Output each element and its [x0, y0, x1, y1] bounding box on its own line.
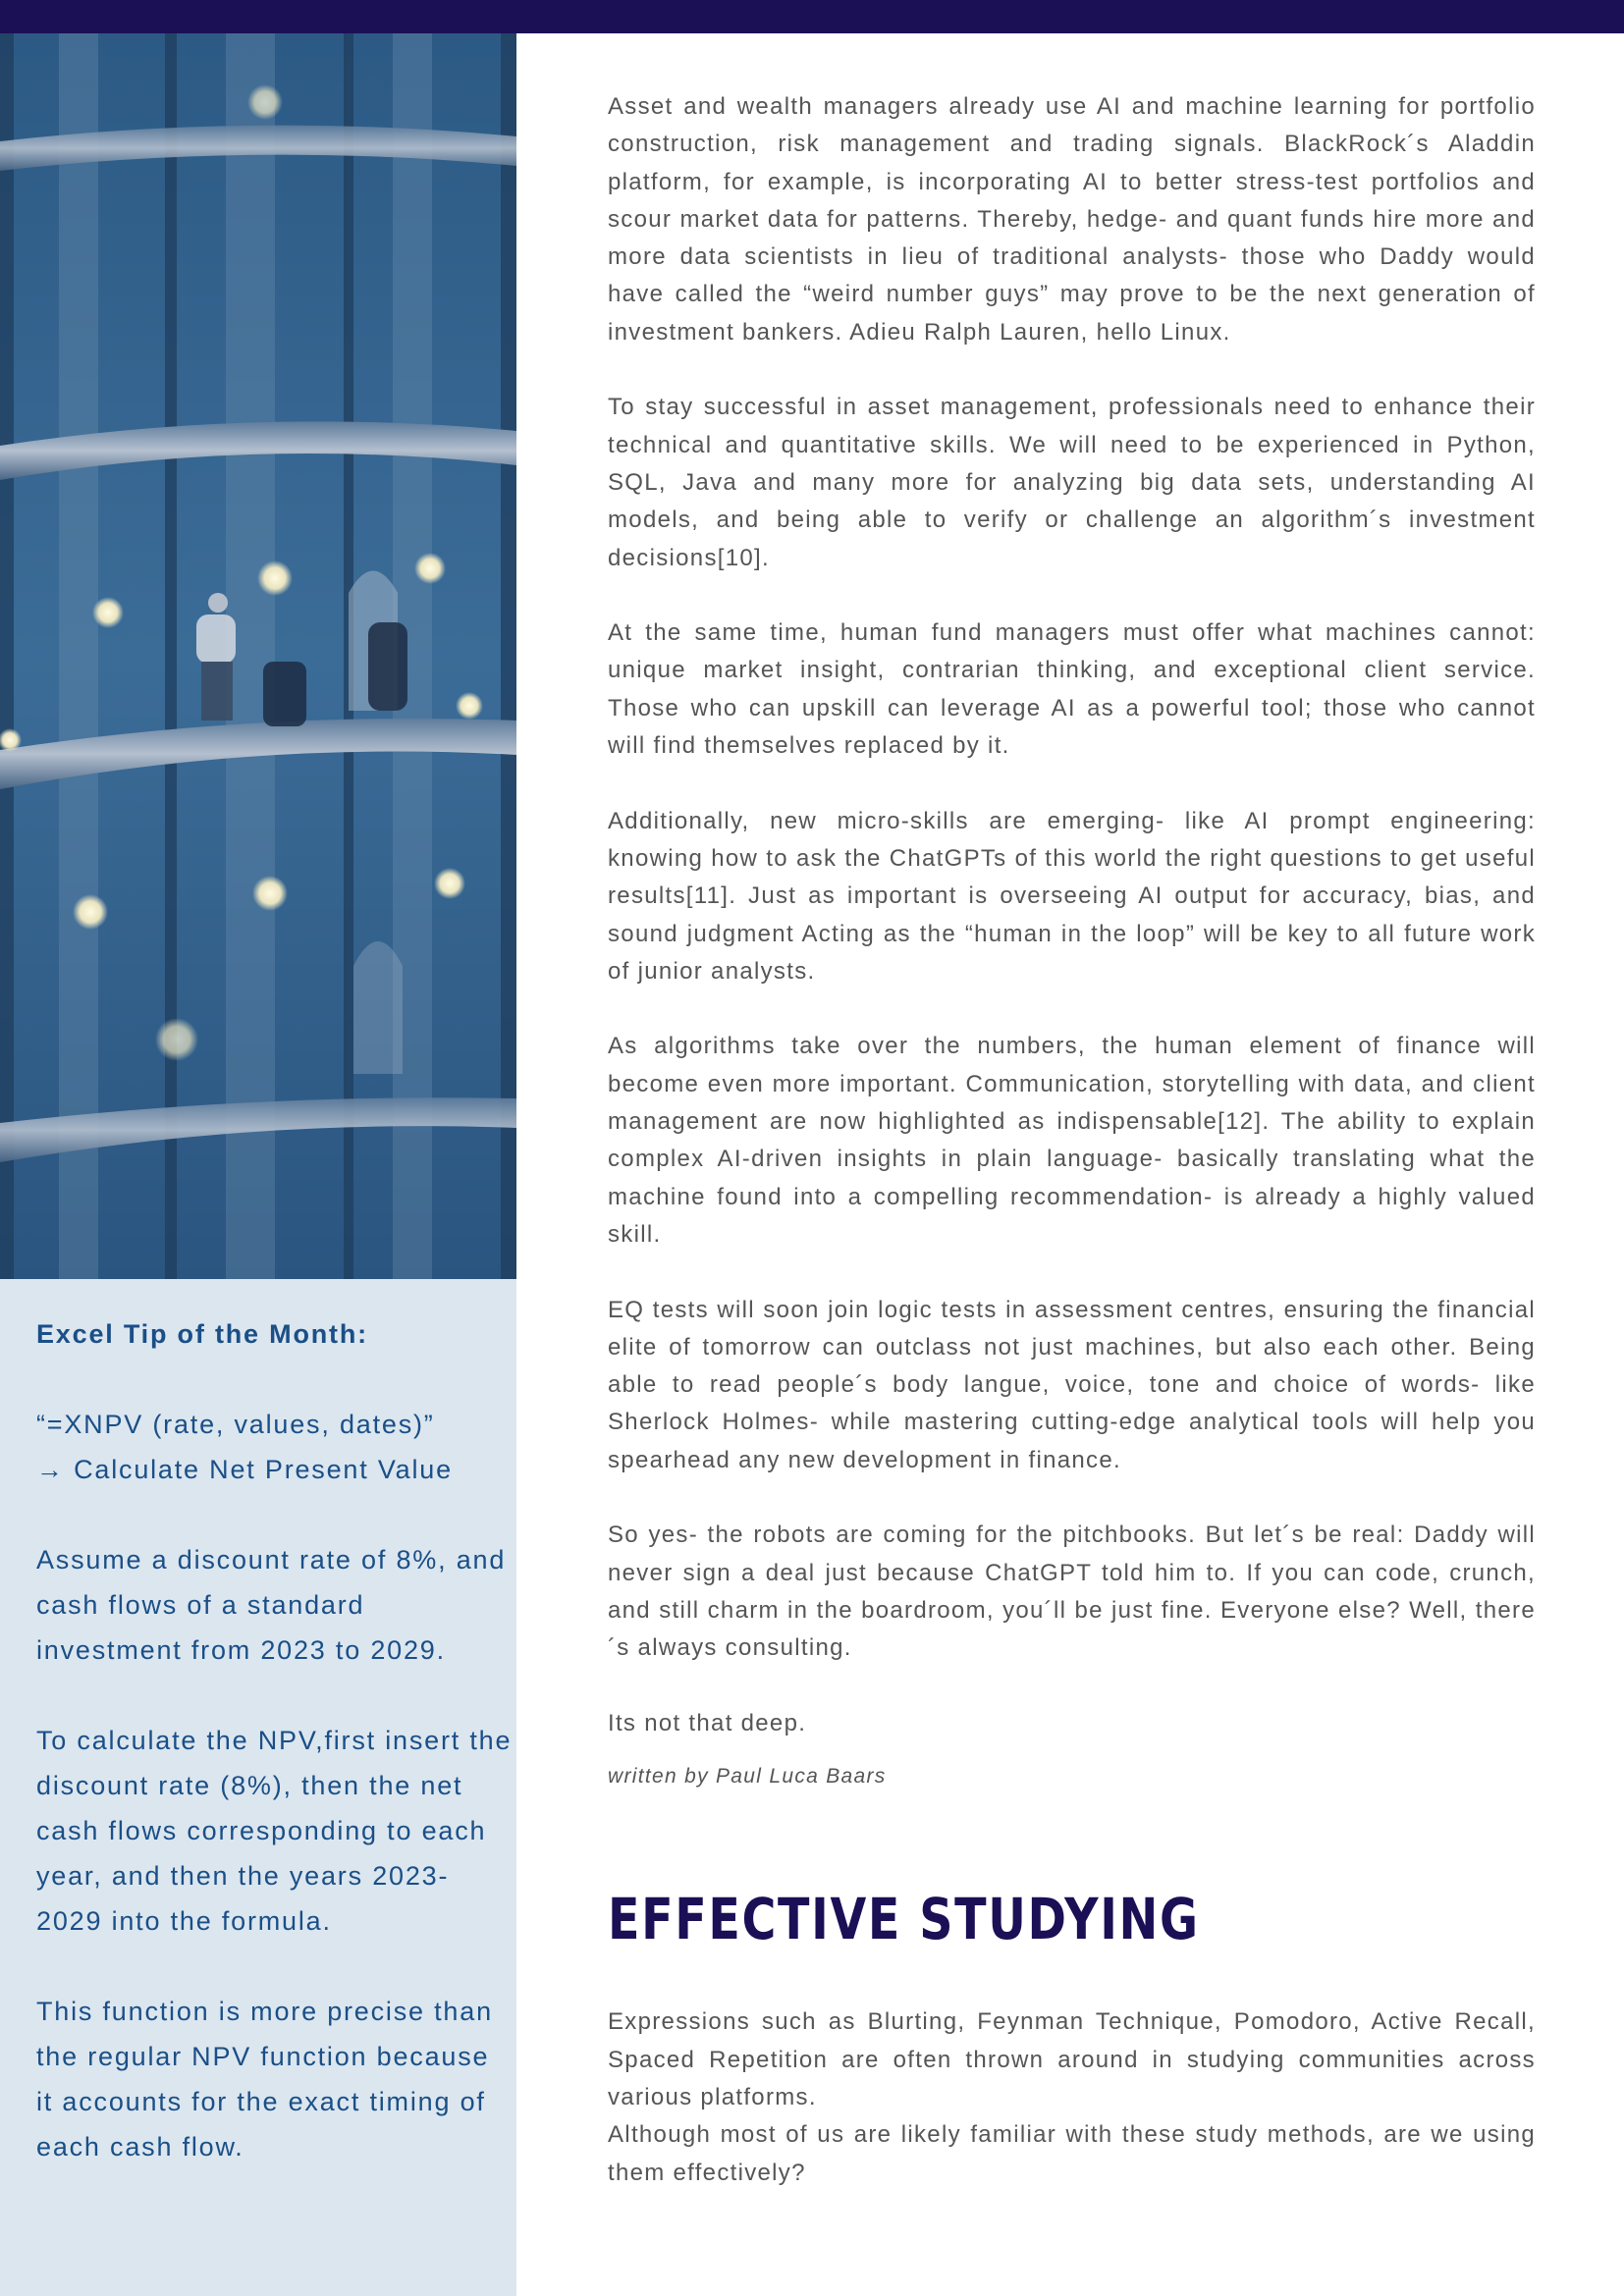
excel-tip-sidebar — [0, 1279, 516, 2296]
excel-tip-title: Excel Tip of the Month: — [36, 1319, 368, 1349]
article-column — [608, 88, 1536, 2192]
excel-tip-paragraph-1: Assume a discount rate of 8%, and cash flows of a standard investment from 2023 to 2029. — [36, 1545, 507, 1665]
top-header-bar — [0, 0, 1624, 33]
building-facade-illustration — [0, 33, 516, 1279]
article-paragraph: To stay successful in asset management, professionals need to enhance their technical and quantitative skills. We will need to be experienced in Python, SQL, Java and many more for analyzing big data sets, understanding AI models, and being able to verify or challenge an algorithm´s investment decisions[10]. — [608, 394, 1536, 571]
article-paragraph: Additionally, new micro-skills are emerging- like AI prompt engineering: knowing how to ask the ChatGPTs of this world the right questions to get useful results[11]. Just as important is overseeing AI output for accuracy, bias, and sound judgment Acting as the “human in the loop” will be key to all future work of junior analysts. — [608, 807, 1536, 985]
section-paragraph-2: Although most of us are likely familiar with these study methods, are we using them effectively? — [608, 2121, 1536, 2186]
section-paragraph-1: Expressions such as Blurting, Feynman Technique, Pomodoro, Active Recall, Spaced Repetition are often thrown around in studying communities across various platforms. — [608, 2008, 1536, 2110]
excel-tip-content — [36, 1311, 513, 2215]
article-paragraph: Its not that deep. — [608, 1709, 807, 1736]
office-building-photo — [0, 33, 516, 1279]
excel-tip-paragraph-2: To calculate the NPV,first insert the discount rate (8%), then the net cash flows corresponding to each year, and then the years 2023-2029 into the formula. — [36, 1726, 513, 1936]
article-paragraph: Asset and wealth managers already use AI and machine learning for portfolio construction, risk management and trading signals. BlackRock´s Aladdin platform, for example, is incorporating AI to better stress-test portfolios and scour market data for patterns. Thereby, hedge- and quant funds hire more and more data scientists in lieu of traditional analysts- those who Daddy would have called the “weird number guys” may prove to be the next generation of investment bankers. Adieu Ralph Lauren, hello Linux. — [608, 93, 1536, 346]
article-paragraph: EQ tests will soon join logic tests in assessment centres, ensuring the financial elite of tomorrow can outclass not just machines, but also each other. Being able to read people´s body langue, voice, tone and choice of words- like Sherlock Holmes- while mastering cutting-edge analytical tools will help you spearhead any new development in finance. — [608, 1296, 1536, 1473]
article-paragraph: As algorithms take over the numbers, the human element of finance will become even more important. Communication, storytelling with data, and client management are now highlighted as indispensable[12]. The ability to explain complex AI-driven insights in plain language- basically translating what the machine found into a compelling recommendation- is already a highly valued skill. — [608, 1033, 1536, 1248]
section-heading: EFFECTIVE STUDYING — [608, 1886, 1200, 1953]
excel-tip-formula: “=XNPV (rate, values, dates)” — [36, 1410, 435, 1439]
section-intro — [608, 2003, 1536, 2191]
article-paragraph: At the same time, human fund managers must offer what machines cannot: unique market insight, contrarian thinking, and exceptional client service. Those who can upskill can leverage AI as a powerful tool; those who cannot will find themselves replaced by it. — [608, 619, 1536, 760]
excel-tip-paragraph-3: This function is more precise than the regular NPV function because it accounts for the exact timing of each cash flow. — [36, 1997, 493, 2162]
excel-tip-formula-description: → Calculate Net Present Value — [36, 1455, 453, 1484]
article-byline: written by Paul Luca Baars — [608, 1765, 887, 1789]
article-paragraph: So yes- the robots are coming for the pitchbooks. But let´s be real: Daddy will never sign a deal just because ChatGPT told him to. If you can code, crunch, and still charm in the boardroom, you´ll be just fine. Everyone else? Well, there´s always consulting. — [608, 1522, 1536, 1662]
excel-tip-formula-block — [36, 1402, 513, 1492]
